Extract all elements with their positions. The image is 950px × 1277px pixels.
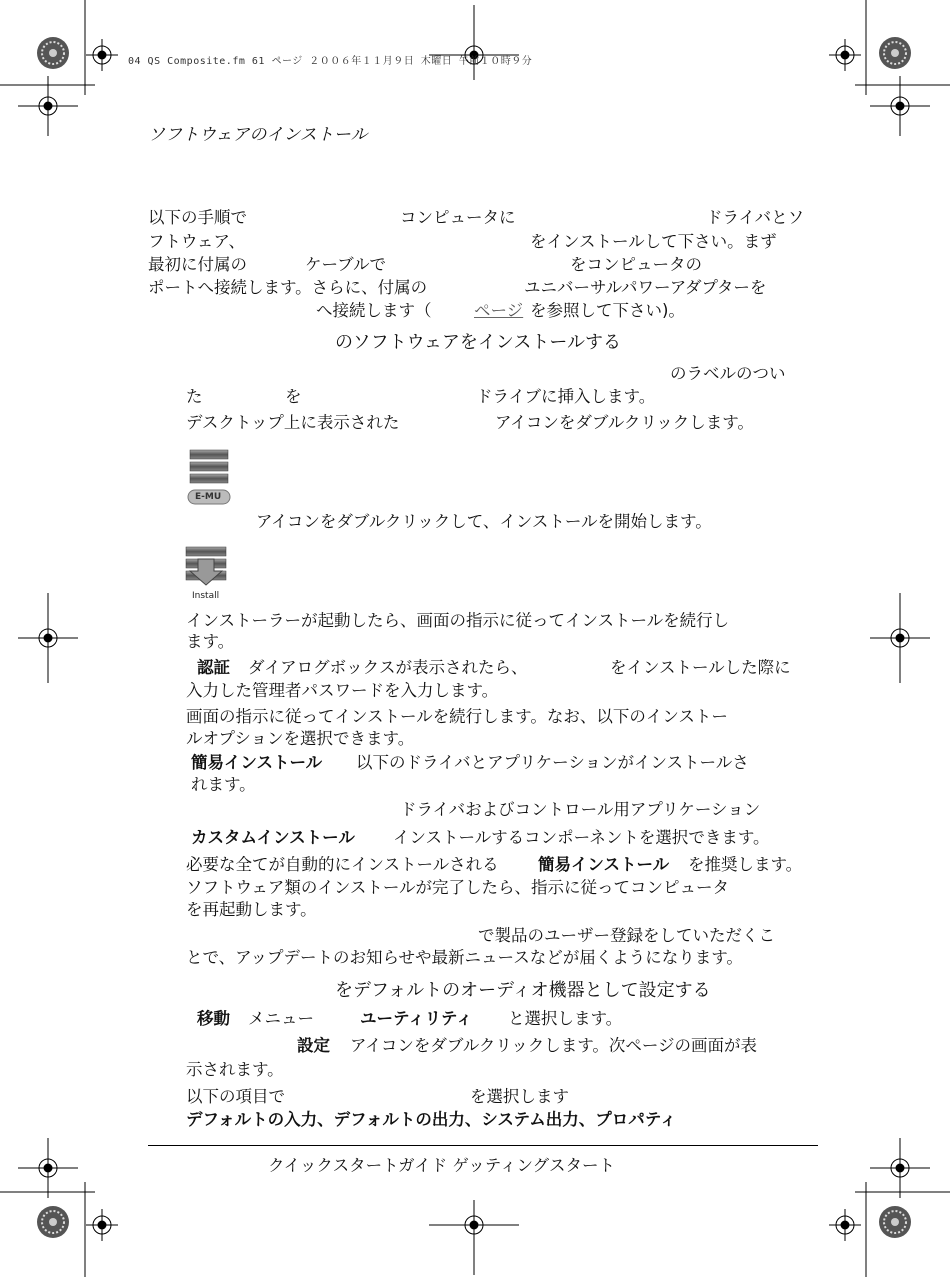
s2-step3a: 以下の項目で bbox=[186, 1087, 285, 1106]
intro-line-3a: 最初に付属の bbox=[148, 255, 247, 274]
s1-step5d: 入力した管理者パスワードを入力します。 bbox=[186, 681, 499, 700]
s1-step2a: デスクトップ上に表示された bbox=[186, 413, 400, 432]
intro-line-4: ポートへ接続します。さらに、付属の bbox=[148, 278, 428, 297]
s1-step7a: 必要な全てが自動的にインストールされる bbox=[186, 855, 499, 874]
section2-heading: をデフォルトのオーディオ機器として設定する bbox=[335, 980, 711, 1001]
s2-step1d: と選択します。 bbox=[508, 1009, 623, 1028]
s1-step3: アイコンをダブルクリックして、インストールを開始します。 bbox=[256, 512, 712, 531]
s1-step6b: ルオプションを選択できます。 bbox=[186, 729, 415, 748]
intro-line-1b: コンピュータに bbox=[400, 208, 516, 227]
page-reference-link[interactable]: ページ bbox=[474, 301, 524, 320]
intro-line-4b: ユニバーサルパワーアダプターを bbox=[524, 278, 767, 297]
intro-line-1c: ドライバとソ bbox=[706, 208, 805, 227]
s1-step9a: で製品のユーザー登録をしていただくこ bbox=[478, 926, 775, 945]
intro-line-5b: を参照して下さい)。 bbox=[530, 301, 685, 320]
page-footer: クイックスタートガイド ゲッティングスタート bbox=[268, 1156, 615, 1175]
s2-step2c: 示されます。 bbox=[186, 1060, 284, 1079]
s2-step2a: 設定 bbox=[297, 1036, 330, 1055]
emu-disk-icon[interactable] bbox=[186, 448, 232, 508]
s1-step8b: を再起動します。 bbox=[186, 900, 317, 919]
s1-step7c: を推奨します。 bbox=[688, 855, 803, 874]
footer-rule bbox=[148, 1145, 818, 1146]
s1-step4a: インストーラーが起動したら、画面の指示に従ってインストールを続行し bbox=[186, 611, 730, 630]
s1-step5b: ダイアログボックスが表示されたら、 bbox=[248, 658, 528, 677]
s1-step8a: ソフトウェア類のインストールが完了したら、指示に従ってコンピュータ bbox=[186, 878, 730, 897]
s2-step4: デフォルトの入力、デフォルトの出力、システム出力、プロパティ bbox=[186, 1110, 677, 1129]
s2-step1b: メニュー bbox=[248, 1009, 314, 1028]
s2-step2b: アイコンをダブルクリックします。次ページの画面が表 bbox=[350, 1036, 758, 1055]
s1-step7b: 簡易インストール bbox=[538, 855, 670, 874]
s1-step9b: とで、アップデートのお知らせや最新ニュースなどが届くようになります。 bbox=[186, 948, 743, 967]
intro-line-5a: へ接続します（ bbox=[316, 301, 432, 320]
emu-icon-label: E-MU bbox=[195, 492, 222, 502]
s1-step4b: ます。 bbox=[186, 632, 235, 651]
intro-line-2a: フトウェア、 bbox=[148, 232, 246, 251]
install-icon-label: Install bbox=[192, 591, 220, 601]
s1-step1a: のラベルのつい bbox=[670, 364, 786, 383]
intro-line-3b: ケーブルで bbox=[305, 255, 387, 274]
s1-step6a: 画面の指示に従ってインストールを続行します。なお、以下のインストー bbox=[186, 707, 728, 726]
intro-line-2b: をインストールして下さい。まず bbox=[530, 232, 777, 251]
s1-step5c: をインストールした際に bbox=[610, 658, 791, 677]
s1-step2b: アイコンをダブルクリックします。 bbox=[495, 413, 754, 432]
option-custom-install-desc: インストールするコンポーネントを選択できます。 bbox=[393, 828, 770, 847]
option-easy-install-desc2: れます。 bbox=[191, 775, 256, 794]
option-easy-install-label: 簡易インストール bbox=[191, 753, 323, 772]
option-custom-install-label: カスタムインストール bbox=[191, 828, 355, 847]
intro-line-3c: をコンピュータの bbox=[570, 255, 702, 274]
s1-step1d: ドライブに挿入します。 bbox=[476, 387, 656, 406]
running-head: ソフトウェアのインストール bbox=[148, 125, 368, 145]
s1-step5a: 認証 bbox=[197, 658, 230, 677]
s1-step1c: を bbox=[285, 387, 302, 406]
s2-step1c: ユーティリティ bbox=[360, 1009, 473, 1028]
install-icon[interactable] bbox=[184, 545, 230, 603]
s2-step1a: 移動 bbox=[197, 1009, 230, 1028]
s1-step1b: た bbox=[186, 387, 203, 406]
section1-heading: のソフトウェアをインストールする bbox=[335, 332, 622, 353]
print-slug: 04 QS Composite.fm 61 ページ ２００６年１１月９日 木曜日 午前１０時９分 bbox=[128, 56, 533, 67]
s2-step3b: を選択します bbox=[470, 1087, 569, 1106]
intro-line-1a: 以下の手順で bbox=[148, 208, 247, 227]
option-easy-install-desc: 以下のドライバとアプリケーションがインストールさ bbox=[356, 753, 749, 772]
option-easy-install-item: ドライバおよびコントロール用アプリケーション bbox=[400, 800, 761, 819]
